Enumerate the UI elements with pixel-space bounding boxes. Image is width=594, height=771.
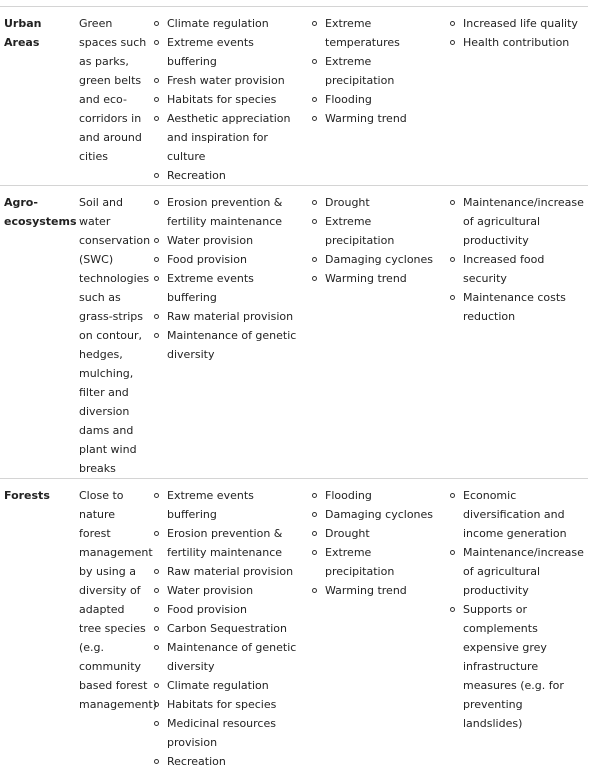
hazards-list — [312, 14, 441, 128]
list-item: Warming trend — [312, 581, 441, 600]
benefits-list — [450, 486, 584, 733]
list-item: Supports or complements expensive grey infrastructure measures (e.g. for preventing landslides) — [450, 600, 584, 733]
list-item: Recreation — [154, 166, 303, 185]
table-row — [0, 7, 588, 186]
list-item: Medicinal resources provision — [154, 714, 303, 752]
hazards-cell — [307, 7, 445, 186]
list-item: Damaging cyclones — [312, 250, 441, 269]
list-item: Warming trend — [312, 269, 441, 288]
list-item: Aesthetic appreciation and inspiration for culture — [154, 109, 303, 166]
list-item: Fresh water provision — [154, 71, 303, 90]
list-item: Drought — [312, 193, 441, 212]
measure-cell: Soil and water conservation (SWC) technologies such as grass-strips on contour, hedges, mulching, filter and diversion dams and plant wind breaks — [75, 186, 149, 479]
list-item: Erosion prevention & fertility maintenance — [154, 193, 303, 231]
list-item: Food provision — [154, 600, 303, 619]
list-item: Warming trend — [312, 109, 441, 128]
ecosystem-cell: Agro-ecosystems — [0, 186, 75, 479]
benefits-list — [450, 193, 584, 326]
list-item: Extreme events buffering — [154, 33, 303, 71]
benefits-cell — [445, 186, 588, 479]
list-item: Habitats for species — [154, 695, 303, 714]
list-item: Extreme events buffering — [154, 269, 303, 307]
list-item: Damaging cyclones — [312, 505, 441, 524]
services-list — [154, 193, 303, 364]
hazards-cell — [307, 479, 445, 771]
list-item: Habitats for species — [154, 90, 303, 109]
measure-cell: Green spaces such as parks, green belts and eco-corridors in and around cities — [75, 7, 149, 186]
services-list — [154, 486, 303, 771]
services-cell — [149, 7, 307, 186]
list-item: Maintenance of genetic diversity — [154, 638, 303, 676]
list-item: Recreation — [154, 752, 303, 771]
list-item: Flooding — [312, 90, 441, 109]
list-item: Increased food security — [450, 250, 584, 288]
ecosystem-measures-table — [0, 6, 588, 771]
measure-cell: Close to nature forest management by using a diversity of adapted tree species (e.g. community based forest management) — [75, 479, 149, 771]
list-item: Food provision — [154, 250, 303, 269]
benefits-list — [450, 14, 584, 52]
hazards-list — [312, 193, 441, 288]
services-cell — [149, 479, 307, 771]
list-item: Extreme temperatures — [312, 14, 441, 52]
list-item: Maintenance/increase of agricultural productivity — [450, 543, 584, 600]
list-item: Water provision — [154, 231, 303, 250]
list-item: Extreme events buffering — [154, 486, 303, 524]
list-item: Carbon Sequestration — [154, 619, 303, 638]
list-item: Increased life quality — [450, 14, 584, 33]
list-item: Economic diversification and income generation — [450, 486, 584, 543]
list-item: Maintenance costs reduction — [450, 288, 584, 326]
list-item: Drought — [312, 524, 441, 543]
table-row — [0, 186, 588, 479]
services-cell — [149, 186, 307, 479]
list-item: Extreme precipitation — [312, 543, 441, 581]
list-item: Maintenance/increase of agricultural productivity — [450, 193, 584, 250]
hazards-list — [312, 486, 441, 600]
ecosystem-cell: Forests — [0, 479, 75, 771]
table-row — [0, 479, 588, 771]
list-item: Climate regulation — [154, 676, 303, 695]
list-item: Health contribution — [450, 33, 584, 52]
list-item: Flooding — [312, 486, 441, 505]
ecosystem-cell: Urban Areas — [0, 7, 75, 186]
list-item: Raw material provision — [154, 307, 303, 326]
list-item: Water provision — [154, 581, 303, 600]
hazards-cell — [307, 186, 445, 479]
list-item: Extreme precipitation — [312, 212, 441, 250]
services-list — [154, 14, 303, 185]
list-item: Erosion prevention & fertility maintenance — [154, 524, 303, 562]
list-item: Extreme precipitation — [312, 52, 441, 90]
benefits-cell — [445, 7, 588, 186]
list-item: Raw material provision — [154, 562, 303, 581]
benefits-cell — [445, 479, 588, 771]
list-item: Climate regulation — [154, 14, 303, 33]
list-item: Maintenance of genetic diversity — [154, 326, 303, 364]
